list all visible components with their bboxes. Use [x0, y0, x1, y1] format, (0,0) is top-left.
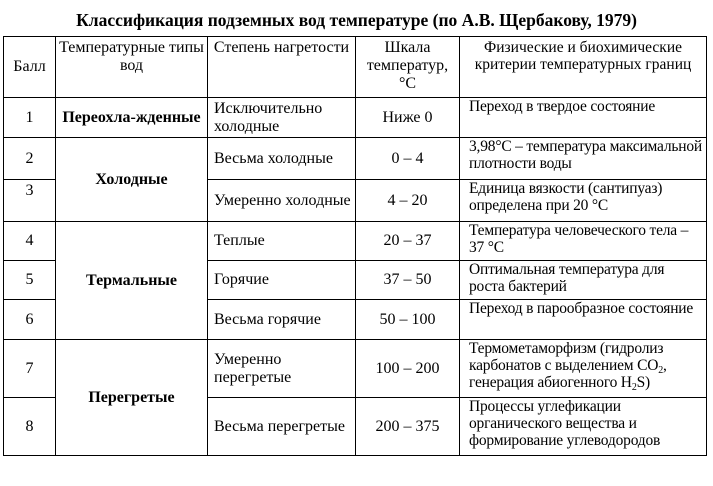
degree-cell: Умеренно холодные — [208, 180, 356, 222]
scale-cell: 50 – 100 — [356, 300, 460, 340]
score-cell: 2 — [4, 138, 56, 180]
criteria-cell: 3,98°С – температура максимальной плотности воды — [460, 138, 707, 180]
criteria-cell: Процессы углефикации органического вещества и формирование углеводородов — [460, 398, 707, 456]
score-cell: 8 — [4, 398, 56, 456]
criteria-text: S) — [636, 374, 651, 391]
degree-cell: Горячие — [208, 261, 356, 300]
scale-cell: 20 – 37 — [356, 222, 460, 261]
criteria-cell — [460, 340, 707, 398]
type-cell-supercooled: Переохла-жденные — [56, 98, 208, 138]
header-degree: Степень нагретости — [208, 37, 356, 98]
degree-cell: Весьма холодные — [208, 138, 356, 180]
degree-cell: Теплые — [208, 222, 356, 261]
scale-cell: 100 – 200 — [356, 340, 460, 398]
header-row — [4, 37, 707, 98]
criteria-cell: Переход в твердое состояние — [460, 98, 707, 138]
header-type: Температурные типы вод — [56, 37, 208, 98]
scale-cell: 37 – 50 — [356, 261, 460, 300]
score-cell: 5 — [4, 261, 56, 300]
subscript: 2 — [658, 365, 664, 376]
score-cell: 7 — [4, 340, 56, 398]
table-row — [4, 340, 707, 398]
scale-cell: 200 – 375 — [356, 398, 460, 456]
header-scale: Шкала температур, °С — [356, 37, 460, 98]
criteria-cell: Температура человеческого тела – 37 °С — [460, 222, 707, 261]
degree-cell: Весьма горячие — [208, 300, 356, 340]
degree-cell: Исключительно холодные — [208, 98, 356, 138]
criteria-cell: Переход в парообразное состояние — [460, 300, 707, 340]
header-score: Балл — [4, 37, 56, 98]
score-cell: 6 — [4, 300, 56, 340]
header-criteria: Физические и биохимические критерии температурных границ — [460, 37, 707, 98]
type-cell-thermal: Термальные — [56, 222, 208, 340]
score-cell: 4 — [4, 222, 56, 261]
table-row — [4, 98, 707, 138]
table-row — [4, 138, 707, 180]
criteria-cell: Оптимальная температура для роста бактерий — [460, 261, 707, 300]
scale-cell: Ниже 0 — [356, 98, 460, 138]
criteria-text: Термометаморфизм (гидролиз карбонатов с выделением CO — [469, 340, 664, 374]
criteria-text: , генерация абиогенного H — [469, 357, 667, 391]
scale-cell: 4 – 20 — [356, 180, 460, 222]
score-cell: 1 — [4, 98, 56, 138]
degree-cell: Умеренно перегретые — [208, 340, 356, 398]
criteria-cell: Единица вязкости (сантипуаз) определена при 20 °С — [460, 180, 707, 222]
scale-cell: 0 – 4 — [356, 138, 460, 180]
table-row — [4, 222, 707, 261]
score-cell: 3 — [4, 180, 56, 222]
type-cell-overheated: Перегретые — [56, 340, 208, 456]
subscript: 2 — [631, 382, 637, 393]
degree-cell: Весьма перегретые — [208, 398, 356, 456]
table-title: Классификация подземных вод температуре (по А.В. Щербакову, 1979) — [76, 10, 637, 30]
type-cell-cold: Холодные — [56, 138, 208, 222]
classification-table — [3, 36, 707, 456]
